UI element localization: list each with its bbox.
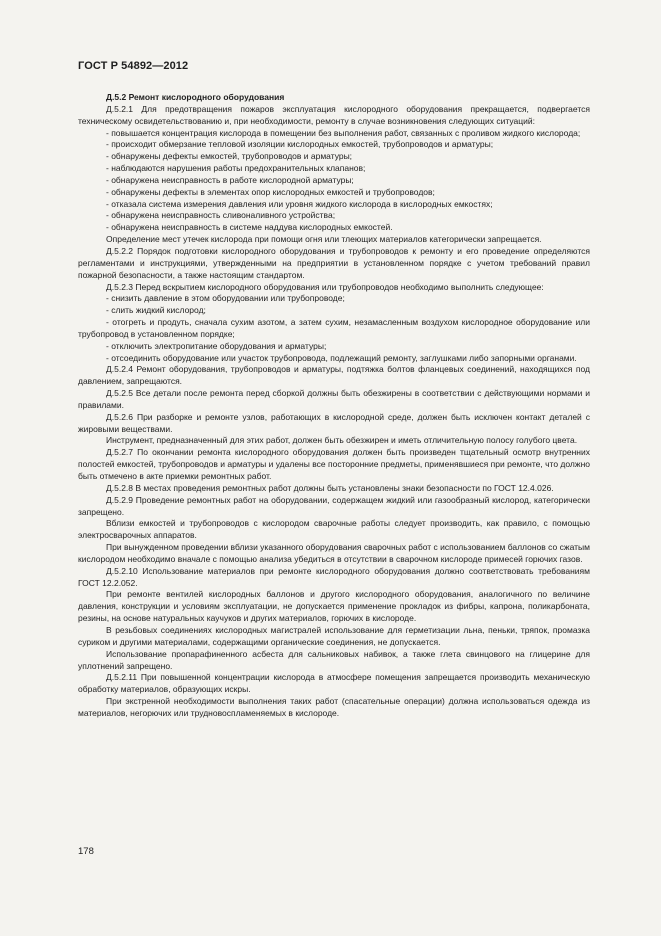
paragraph: Д.5.2.5 Все детали после ремонта перед сборкой должны быть обезжирены в соответствии с действующими нормами и правилами.	[78, 388, 590, 410]
paragraph: Д.5.2.9 Проведение ремонтных работ на оборудовании, содержащем жидкий или газообразный кислород, категорически запрещено.	[78, 494, 590, 517]
document-header: ГОСТ Р 54892—2012	[78, 60, 189, 72]
paragraph: Использование пропарафиненного асбеста для сальниковых набивок, а также глета свинцового на глицерине для уплотнений запрещено.	[78, 648, 590, 671]
paragraph: Инструмент, предназначенный для этих работ, должен быть обезжирен и иметь отличительную полосу голубого цвета.	[106, 435, 578, 446]
list-item: - отогреть и продуть, сначала сухим азотом, а затем сухим, незамасленным воздухом кислородное оборудование или трубопровод в установленном порядке;	[78, 317, 590, 339]
list-item: - обнаружена неисправность в работе кислородной арматуры;	[106, 174, 354, 185]
paragraph: Д.5.2.2 Порядок подготовки кислородного оборудования и трубопроводов к ремонту и его проведение определяются регламентами и инструкциями, утвержденными на предприятии в установленном порядке с учетом требований правил пожарной безопасности, а также настоящим стандартом.	[78, 245, 590, 280]
paragraph: Д.5.2.3 Перед вскрытием кислородного оборудования или трубопроводов необходимо выполнить следующее:	[106, 281, 544, 292]
paragraph: При вынужденном проведении вблизи указанного оборудования сварочных работ с использованием баллонов со сжатым кислородом необходимо вначале с помощью анализа убедиться в отсутствии в сварочном кислороде примесей горючих газов.	[78, 542, 590, 564]
list-item: - обнаружены дефекты емкостей, трубопроводов и арматуры;	[106, 151, 353, 162]
paragraph: Определение мест утечек кислорода при помощи огня или тлеющих материалов категорически запрещается.	[106, 234, 542, 245]
list-item: - происходит обмерзание тепловой изоляции кислородных емкостей, трубопроводов и арматуры;	[106, 139, 494, 150]
paragraph: При экстренной необходимости выполнения таких работ (спасательные операции) должна использоваться одежда из материалов, негорючих или трудновоспламеняемых в кислороде.	[78, 696, 590, 718]
section-heading: Д.5.2 Ремонт кислородного оборудования	[106, 92, 285, 102]
paragraph: Вблизи емкостей и трубопроводов с кислородом сварочные работы следует производить, как правило, с помощью электросварочных аппаратов.	[78, 518, 590, 541]
paragraph: Д.5.2.10 Использование материалов при ремонте кислородного оборудования должно соответствовать требованиям ГОСТ 12.2.052.	[78, 565, 590, 588]
paragraph: В резьбовых соединениях кислородных магистралей использование для герметизации льна, пеньки, тряпок, промазка суриком и другими материалами, содержащими органические соединения, не допускается.	[78, 624, 590, 647]
paragraph: Д.5.2.1 Для предотвращения пожаров эксплуатация кислородного оборудования прекращается, подвергается техническому освидетельствованию и, при необходимости, ремонту в случае возникновения следующих ситуаций:	[78, 103, 590, 126]
list-item: - обнаружены дефекты в элементах опор кислородных емкостей и трубопроводов;	[106, 186, 435, 197]
list-item: - обнаружена неисправность в системе наддува кислородных емкостей.	[106, 222, 393, 233]
document-body	[78, 92, 590, 720]
list-item: - повышается концентрация кислорода в помещении без выполнения работ, связанных с проливом жидкого кислорода;	[106, 127, 581, 138]
list-item: - отключить электропитание оборудования и арматуры;	[106, 340, 327, 351]
list-item: - обнаружена неисправность сливоналивного устройства;	[106, 210, 336, 221]
page-number: 178	[78, 846, 94, 857]
list-item: - наблюдаются нарушения работы предохранительных клапанов;	[106, 163, 366, 174]
list-item: - слить жидкий кислород;	[106, 305, 206, 316]
list-item: - снизить давление в этом оборудовании или трубопроводе;	[106, 293, 345, 304]
paragraph: Д.5.2.4 Ремонт оборудования, трубопроводов и арматуры, подтяжка болтов фланцевых соединений, находящихся под давлением, запрещаются.	[78, 364, 590, 387]
paragraph: Д.5.2.11 При повышенной концентрации кислорода в атмосфере помещения запрещается производить механическую обработку материалов, образующих искры.	[78, 672, 590, 695]
paragraph: Д.5.2.8 В местах проведения ремонтных работ должны быть установлены знаки безопасности по ГОСТ 12.4.026.	[106, 482, 554, 493]
paragraph: Д.5.2.7 По окончании ремонта кислородного оборудования должен быть произведен тщательный осмотр внутренних полостей емкостей, трубопроводов и арматуры и удалены все посторонние предметы, применявшиеся при ремонте, что должно быть отмечено в акте приемки ремонтных работ.	[78, 447, 590, 481]
paragraph: При ремонте вентилей кислородных баллонов и другого кислородного оборудования, аналогичного по величине давления, конструкции и условиям эксплуатации, не допускается применение прокладок из фибры, капрона, поликарбоната, резины, на основе натуральных каучуков и других материалов, горючих в кислороде.	[78, 589, 590, 624]
list-item: - отказала система измерения давления или уровня жидкого кислорода в кислородных емкостях;	[106, 198, 493, 209]
paragraph: Д.5.2.6 При разборке и ремонте узлов, работающих в кислородной среде, должен быть исключен контакт деталей с жировыми веществами.	[78, 411, 590, 434]
list-item: - отсоединить оборудование или участок трубопровода, подлежащий ремонту, заглушками либо запорными органами.	[106, 352, 577, 363]
